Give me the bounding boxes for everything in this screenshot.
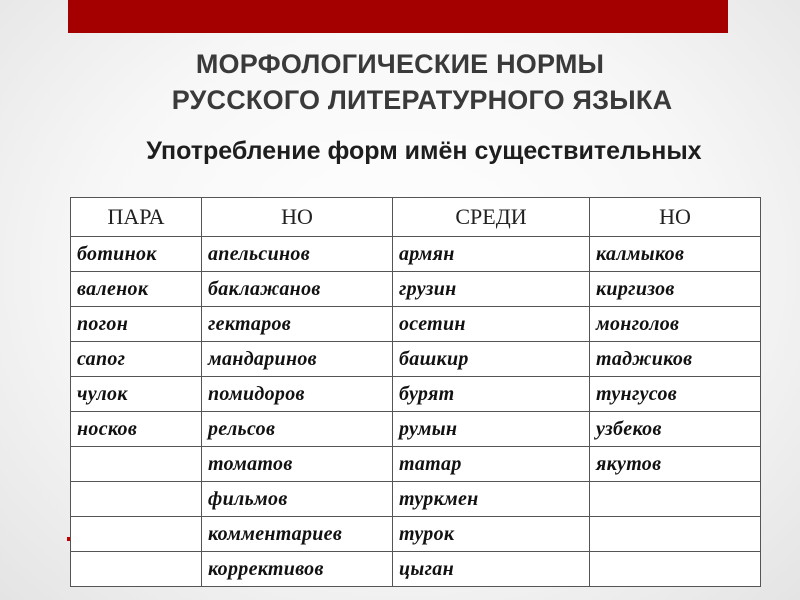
table-row: [71, 377, 761, 412]
header-no: НО: [202, 198, 393, 237]
table-row: [71, 342, 761, 377]
table-row: [71, 272, 761, 307]
table-cell: киргизов: [590, 272, 761, 307]
table-cell: [71, 447, 202, 482]
table-cell: носков: [71, 412, 202, 447]
table-cell: татар: [393, 447, 590, 482]
table-cell: помидоров: [202, 377, 393, 412]
table-cell: армян: [393, 237, 590, 272]
noun-forms-table: [70, 197, 761, 587]
table-cell: [590, 517, 761, 552]
table-row: [71, 517, 761, 552]
table-cell: фильмов: [202, 482, 393, 517]
table-cell: [590, 552, 761, 587]
table-cell: сапог: [71, 342, 202, 377]
table-cell: баклажанов: [202, 272, 393, 307]
table-row: [71, 412, 761, 447]
table-cell: осетин: [393, 307, 590, 342]
table-cell: башкир: [393, 342, 590, 377]
table-cell: таджиков: [590, 342, 761, 377]
table-cell: [71, 552, 202, 587]
table-cell: томатов: [202, 447, 393, 482]
header-sredi: СРЕДИ: [393, 198, 590, 237]
table-cell: узбеков: [590, 412, 761, 447]
table-cell: мандаринов: [202, 342, 393, 377]
table-cell: монголов: [590, 307, 761, 342]
table-cell: [71, 482, 202, 517]
table-cell: валенок: [71, 272, 202, 307]
table-row: [71, 447, 761, 482]
table-cell: чулок: [71, 377, 202, 412]
table-cell: ботинок: [71, 237, 202, 272]
table-row: [71, 237, 761, 272]
table-cell: рельсов: [202, 412, 393, 447]
table-cell: погон: [71, 307, 202, 342]
table-cell: грузин: [393, 272, 590, 307]
table-cell: комментариев: [202, 517, 393, 552]
header-para: ПАРА: [71, 198, 202, 237]
table-cell: якутов: [590, 447, 761, 482]
table-cell: калмыков: [590, 237, 761, 272]
table-row: [71, 307, 761, 342]
table-cell: бурят: [393, 377, 590, 412]
page-subtitle: Употребление форм имён существительных: [146, 137, 702, 165]
table-cell: цыган: [393, 552, 590, 587]
page-title-line-2: РУССКОГО ЛИТЕРАТУРНОГО ЯЗЫКА: [171, 85, 673, 115]
top-accent-bar: [68, 0, 728, 33]
table-cell: турок: [393, 517, 590, 552]
table-cell: румын: [393, 412, 590, 447]
table-row: [71, 552, 761, 587]
page-title-line-1: МОРФОЛОГИЧЕСКИЕ НОРМЫ: [195, 49, 605, 79]
table-header-row: [71, 198, 761, 237]
table-cell: коррективов: [202, 552, 393, 587]
table-cell: апельсинов: [202, 237, 393, 272]
table-cell: [71, 517, 202, 552]
table-cell: тунгусов: [590, 377, 761, 412]
table-cell: гектаров: [202, 307, 393, 342]
table-cell: туркмен: [393, 482, 590, 517]
table-cell: [590, 482, 761, 517]
table-row: [71, 482, 761, 517]
header-no-2: НО: [590, 198, 761, 237]
